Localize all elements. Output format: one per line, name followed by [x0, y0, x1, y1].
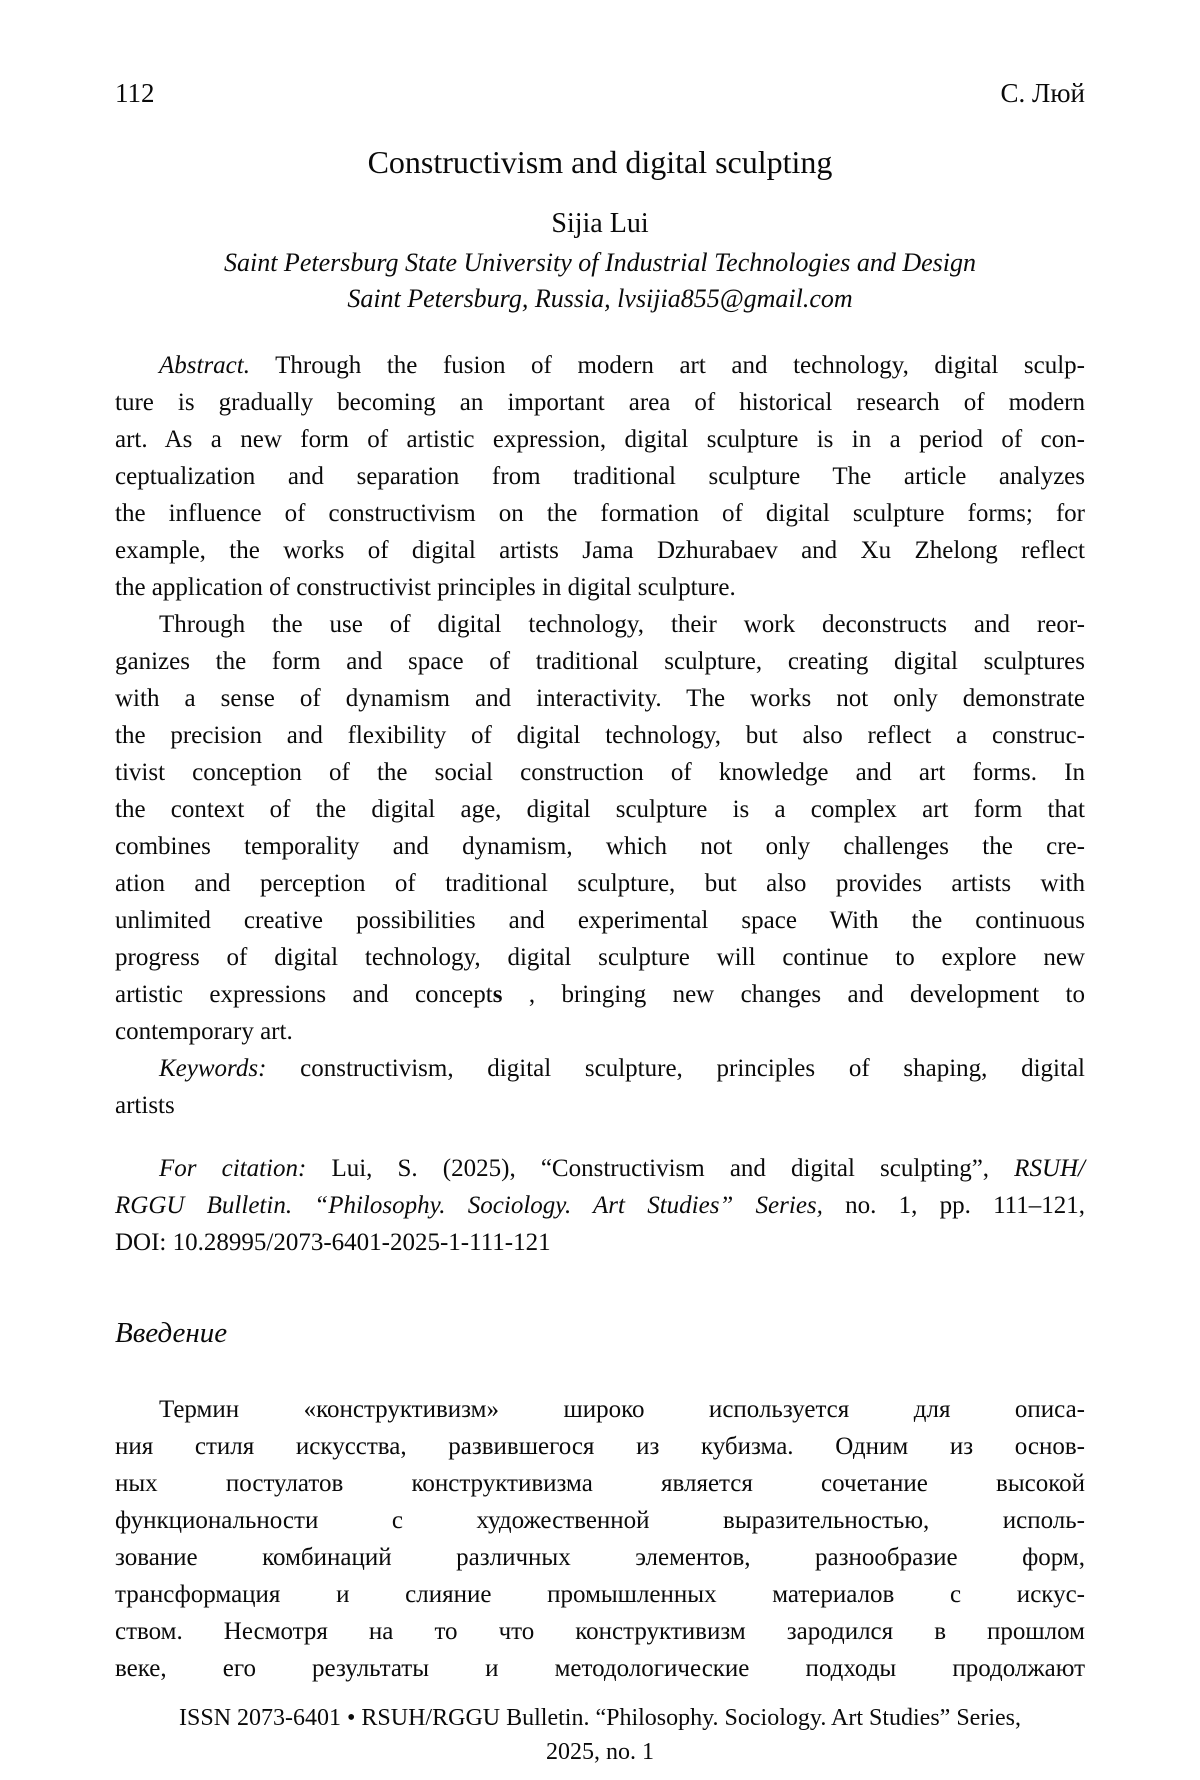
text-line: зование комбинаций различных элементов, разнообразие форм, — [115, 1544, 1085, 1571]
page-number: 112 — [115, 78, 155, 108]
citation-paragraph — [115, 1150, 1085, 1261]
text-line: contemporary art. — [115, 1018, 293, 1045]
text-line: ganizes the form and space of traditional sculpture, creating digital sculptures — [115, 648, 1085, 675]
text-line: the influence of constructivism on the formation of digital sculpture forms; for — [115, 500, 1085, 527]
text-line: with a sense of dynamism and interactivity. The works not only demonstrate — [115, 685, 1085, 712]
text-line: веке, его результаты и методологические подходы продолжают — [115, 1655, 1085, 1682]
abstract-paragraph-1 — [115, 347, 1085, 606]
text-line: Термин «конструктивизм» широко используется для описа- — [159, 1396, 1085, 1423]
text-line: RGGU Bulletin. “Philosophy. Sociology. Art Studies” Series, no. 1, pp. 111–121, — [115, 1192, 1085, 1219]
text-line: tivist conception of the social construction of knowledge and art forms. In — [115, 759, 1085, 786]
article-title: Constructivism and digital sculpting — [367, 144, 833, 180]
text-line: example, the works of digital artists Jama Dzhurabaev and Xu Zhelong reflect — [115, 537, 1085, 564]
running-head-author: С. Люй — [1000, 78, 1085, 108]
text-line: artists — [115, 1092, 175, 1119]
text-line: Through the use of digital technology, their work deconstructs and reor- — [159, 611, 1085, 638]
text-line: For citation: Lui, S. (2025), “Constructivism and digital sculpting”, RSUH/ — [159, 1155, 1085, 1182]
affiliation-line-2: Saint Petersburg, Russia, lvsijia855@gmail.com — [347, 284, 853, 313]
text-line: Abstract. Through the fusion of modern art and technology, digital sculp- — [159, 352, 1085, 379]
text-line: progress of digital technology, digital sculpture will continue to explore new — [115, 944, 1085, 971]
section-heading-introduction: Введение — [115, 1317, 228, 1349]
text-line: ством. Несмотря на то что конструктивизм зародился в прошлом — [115, 1618, 1085, 1645]
running-header — [115, 78, 1085, 109]
text-line: ных постулатов конструктивизма является сочетание высокой — [115, 1470, 1085, 1497]
affiliation-line-1: Saint Petersburg State University of Industrial Technologies and Design — [223, 248, 977, 277]
text-line: art. As a new form of artistic expression, digital sculpture is in a period of con- — [115, 426, 1085, 453]
text-line: ation and perception of traditional sculpture, but also provides artists with — [115, 870, 1085, 897]
text-line: ceptualization and separation from traditional sculpture The article analyzes — [115, 463, 1085, 490]
footer-line-2: 2025, no. 1 — [546, 1739, 654, 1765]
introduction-paragraph — [115, 1391, 1085, 1687]
text-line: ния стиля искусства, развившегося из кубизма. Одним из основ- — [115, 1433, 1085, 1460]
text-line: the application of constructivist principles in digital sculpture. — [115, 574, 736, 601]
author-name: Sijia Lui — [551, 208, 649, 239]
journal-footer — [115, 1701, 1085, 1769]
abstract-paragraph-2 — [115, 606, 1085, 1050]
text-line: the context of the digital age, digital sculpture is a complex art form that — [115, 796, 1085, 823]
text-line: combines temporality and dynamism, which not only challenges the cre- — [115, 833, 1085, 860]
text-line: unlimited creative possibilities and experimental space With the continuous — [115, 907, 1085, 934]
text-line: трансформация и слияние промышленных материалов с искус- — [115, 1581, 1085, 1608]
footer-line-1: ISSN 2073-6401 • RSUH/RGGU Bulletin. “Philosophy. Sociology. Art Studies” Series, — [179, 1705, 1021, 1731]
text-line: the precision and flexibility of digital technology, but also reflect a construc- — [115, 722, 1085, 749]
text-line: DOI: 10.28995/2073-6401-2025-1-111-121 — [115, 1229, 551, 1256]
text-line: artistic expressions and concepts , bringing new changes and development to — [115, 981, 1085, 1008]
keywords-paragraph — [115, 1050, 1085, 1124]
text-line: Keywords: constructivism, digital sculpture, principles of shaping, digital — [159, 1055, 1085, 1082]
text-line: функциональности с художественной выразительностью, исполь- — [115, 1507, 1085, 1534]
text-line: ture is gradually becoming an important area of historical research of modern — [115, 389, 1085, 416]
affiliation — [115, 245, 1085, 317]
